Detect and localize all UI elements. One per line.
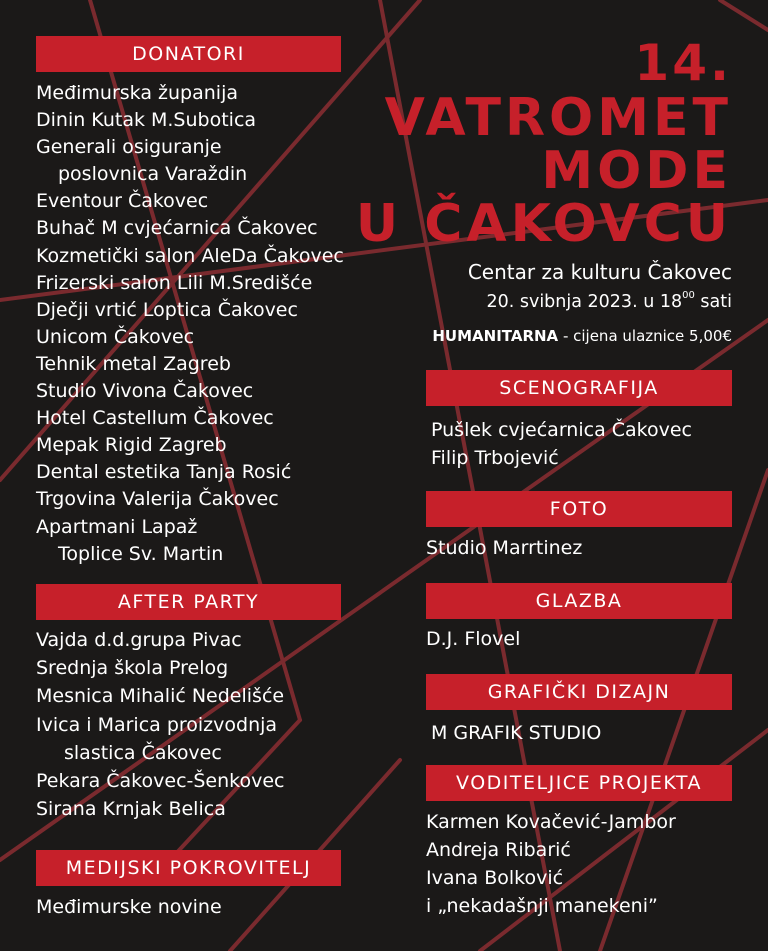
list-item: Eventour Čakovec [36,190,209,213]
venue: Centar za kulturu Čakovec [467,260,732,284]
list-item: Međimurska županija [36,82,238,104]
list-item: Generali osiguranje [36,136,222,159]
graficki-item: M GRAFIK STUDIO [431,722,602,744]
voditeljice-item: Ivana Bolković [426,867,564,889]
list-item: slastica Čakovec [64,741,222,764]
price-info [432,327,732,345]
list-item: Mepak Rigid Zagreb [36,434,227,457]
voditeljice-heading: VODITELJICE PROJEKTA [426,765,732,801]
after-party-list [36,627,285,824]
list-item: Dental estetika Tanja Rosić [36,461,292,484]
foto-heading: FOTO [426,491,732,527]
event-number: 14. [634,34,732,92]
medijski-item: Međimurske novine [36,896,222,918]
event-title-line: MODE [541,141,732,201]
medijski-heading: MEDIJSKI POKROVITELJ [36,850,341,886]
list-item: Dinin Kutak M.Subotica [36,109,257,132]
price-text: - cijena ulaznice 5,00€ [558,327,732,345]
event-title-line: VATROMET [384,88,732,148]
date-suffix: sati [694,292,732,312]
list-item: Sirana Krnjak Belica [36,798,226,821]
donatori-heading: DONATORI [36,36,341,72]
list-item: Vajda d.d.grupa Pivac [36,629,242,651]
foto-item: Studio Marrtinez [426,537,583,559]
list-item: Studio Vivona Čakovec [36,380,254,403]
list-item: poslovnica Varaždin [58,163,248,186]
list-item: Pekara Čakovec-Šenkovec [36,769,285,792]
list-item: Kozmetički salon AleDa Čakovec [36,244,344,267]
voditeljice-item: Karmen Kovačević-Jambor [426,811,676,833]
voditeljice-item: Andreja Ribarić [426,839,571,861]
list-item: Frizerski salon Lili M.Središće [36,271,313,294]
scenografija-item: Pušlek cvjećarnica Čakovec [431,419,692,441]
scenografija-heading: SCENOGRAFIJA [426,370,732,406]
event-date [486,292,732,312]
list-item: Hotel Castellum Čakovec [36,407,274,430]
donatori-list [36,80,344,568]
list-item: Dječji vrtić Loptica Čakovec [36,298,298,321]
list-item: Tehnik metal Zagreb [36,352,231,375]
list-item: Buhač M cvjećarnica Čakovec [36,217,318,240]
time-minutes: 00 [682,290,695,301]
list-item: Mesnica Mihalić Nedelišće [36,685,285,708]
humanitarna-label: HUMANITARNA [432,327,559,345]
after-party-heading: AFTER PARTY [36,584,341,620]
event-title-line: U ČAKOVCU [355,194,732,254]
date-text: 20. svibnja 2023. u 18 [486,292,683,312]
list-item: Apartmani Lapaž [36,515,198,538]
list-item: Toplice Sv. Martin [58,542,224,565]
voditeljice-item: i „nekadašnji manekeni” [426,895,658,917]
graficki-heading: GRAFIČKI DIZAJN [426,674,732,710]
list-item: Unicom Čakovec [36,325,195,348]
list-item: Ivica i Marica proizvodnja [36,713,278,736]
list-item: Srednja škola Prelog [36,657,229,680]
glazba-item: D.J. Flovel [426,628,521,650]
scenografija-item: Filip Trbojević [431,447,559,469]
glazba-heading: GLAZBA [426,583,732,619]
list-item: Trgovina Valerija Čakovec [36,488,279,511]
